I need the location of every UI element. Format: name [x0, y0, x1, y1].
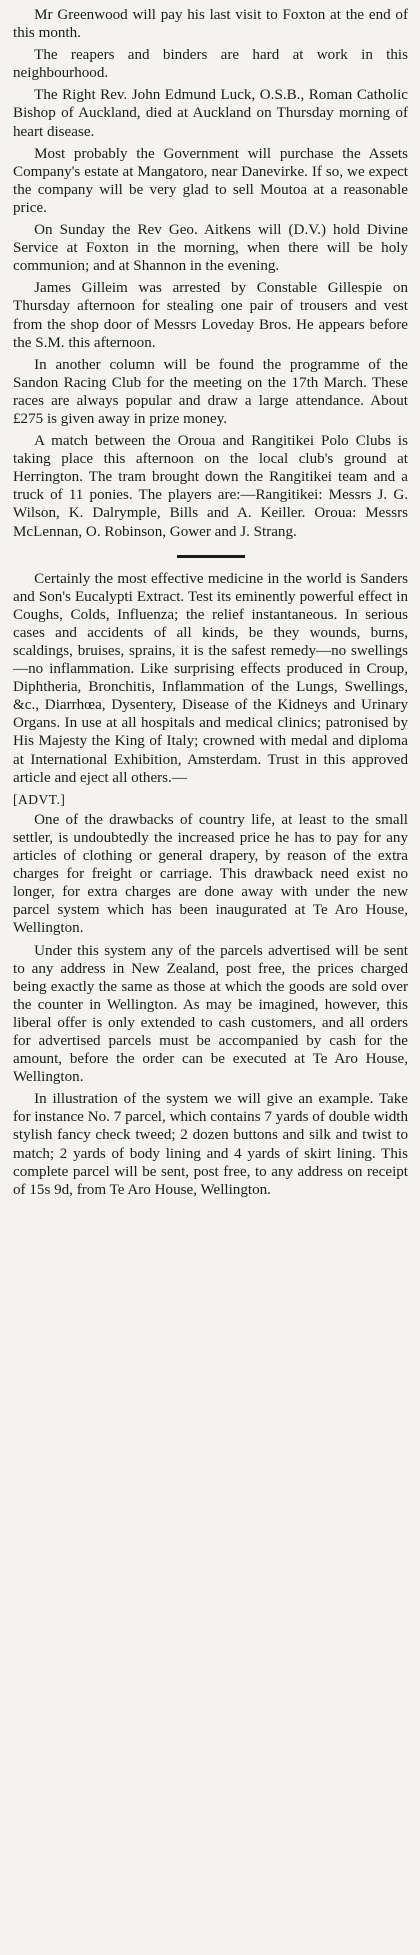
news-paragraph: The reapers and binders are hard at work in this neighbourhood.	[13, 47, 408, 82]
news-paragraph: On Sunday the Rev Geo. Aitkens will (D.V.) hold Divine Service at Foxton in the morning, when there will be holy communion; and at Shannon in the evening.	[13, 222, 408, 275]
news-paragraph: Mr Greenwood will pay his last visit to Foxton at the end of this month.	[13, 7, 408, 42]
advertisement-paragraph: Certainly the most effective medicine in the world is Sanders and Son's Eucalypti Extract. Test its eminently powerful effect in Coughs, Colds, Influenza; the relief instantaneous. In serious cases and accidents of all kinds, be they wounds, burns, scaldings, bruises, sprains, it is the safest remedy—no swellings—no inflammation. Like surprising effects produced in Croup, Diphtheria, Bronchitis, Inflammation of the Lungs, Swellings, &c., Diarrhœa, Dysentery, Disease of the Kidneys and Urinary Organs. In use at all hospitals and medical clinics; patronised by His Majesty the King of Italy; crowned with medal and diploma at International Exhibition, Amsterdam. Trust in this approved article and eject all others.—	[13, 570, 408, 786]
advert-tag: [ADVT.]	[13, 791, 66, 807]
news-paragraph: One of the drawbacks of country life, at least to the small settler, is undoubtedly the increased price he has to pay for any articles of clothing or general drapery, by reason of the extra charges for freight or carriage. This drawback need exist no longer, for extra charges are done away with under the new parcel system which has been inaugurated at Te Aro House, Wellington.	[13, 811, 408, 937]
news-paragraph: James Gilleim was arrested by Constable Gillespie on Thursday afternoon for stealing one pair of trousers and vest from the shop door of Messrs Loveday Bros. He appears before the S.M. this afternoon.	[13, 280, 408, 351]
news-paragraph: The Right Rev. John Edmund Luck, O.S.B., Roman Catholic Bishop of Auckland, died at Auckland on Thursday morning of heart disease.	[13, 87, 408, 140]
section-divider	[177, 555, 245, 558]
news-paragraph: In illustration of the system we will give an example. Take for instance No. 7 parcel, which contains 7 yards of double width stylish fancy check tweed; 2 dozen buttons and silk and twist to match; 2 yards of body lining and 4 yards of skirt lining. This complete parcel will be sent, post free, to any address on receipt of 15s 9d, from Te Aro House, Wellington.	[13, 1091, 408, 1198]
news-paragraph: Under this system any of the parcels advertised will be sent to any address in New Zealand, post free, the prices charged being exactly the same as those at which the goods are sold over the counter in Wellington. As may be imagined, however, this liberal offer is only extended to cash customers, and all orders for advertised parcels must be accompanied by cash for the amount, before the order can be executed at Te Aro House, Wellington.	[13, 942, 408, 1086]
news-paragraph: In another column will be found the programme of the Sandon Racing Club for the meeting on the 17th March. These races are always popular and draw a large attendance. About £275 is given away in prize money.	[13, 356, 408, 427]
news-paragraph: A match between the Oroua and Rangitikei Polo Clubs is taking place this afternoon on the local club's ground at Herrington. The tram brought down the Rangitikei team and a truck of 11 ponies. The players are:—Rangitikei: Messrs J. G. Wilson, K. Dalrymple, Bills and A. Keiller. Oroua: Messrs McLennan, O. Robinson, Gower and J. Strang.	[13, 433, 408, 540]
news-paragraph: Most probably the Government will purchase the Assets Company's estate at Mangatoro, near Danevirke. If so, we expect the company will be very glad to sell Moutoa at a reasonable price.	[13, 145, 408, 216]
